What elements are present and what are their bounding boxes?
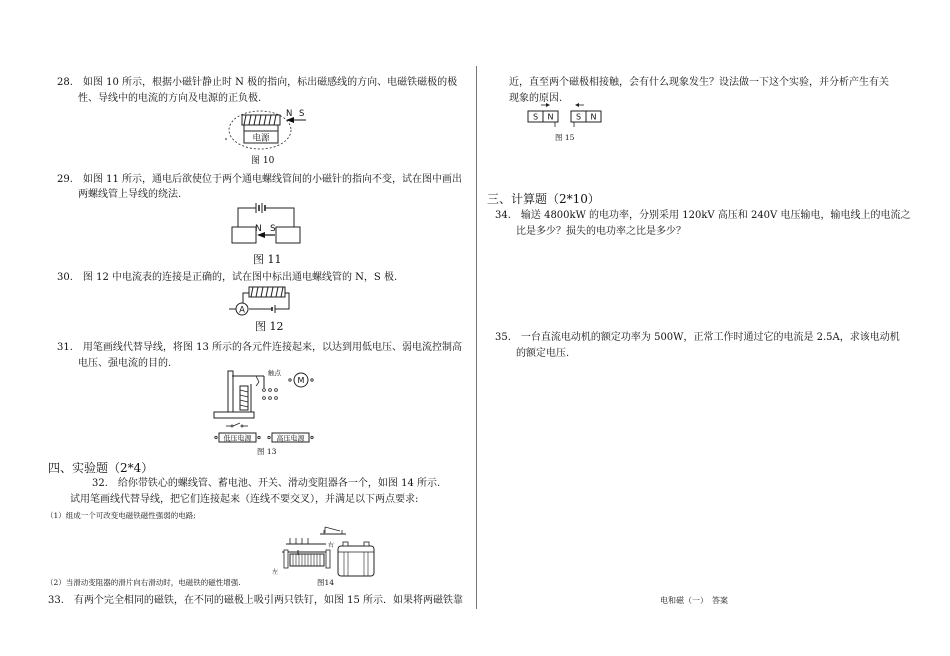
q32-line1: 32. 给你带铁心的螺线管、蓄电池、开关、滑动变阻器各一个，如图 14 所示. [92,478,441,489]
fig15-caption: 图 15 [555,133,575,142]
q30-line1: 30. 图 12 中电流表的连接是正确的，试在图中标出通电螺线管的 N，S 极. [57,272,398,283]
fig15-left-n-label: N [547,112,554,122]
column-divider [476,66,477,609]
q28-line1: 28. 如图 10 所示，根据小磁针静止时 N 极的指向，标出磁感线的方向、电磁铁磁极的极 [57,77,458,88]
fig13-high-voltage-label: 高压电源 [276,434,305,443]
fig13-caption: 图 13 [257,447,277,456]
q29-line1: 29. 如图 11 所示，通电后欲使位于两个通电螺线管间的小磁针的指向不变，试在图中画出 [57,174,462,185]
figure-15 [525,102,605,128]
fig10-caption: 图 10 [251,156,275,166]
fig11-s-label: S [270,224,276,234]
fig12-caption: 图 12 [255,320,284,333]
section-4-title: 四、实验题（2*4） [48,461,154,475]
figure-11 [230,200,302,250]
fig10-power-label: 电源 [252,133,270,144]
fig10-s-label: S [299,109,305,119]
q32-requirement-2: （2）当滑动变阻器的滑片向右滑动时，电磁铁的磁性增强. [46,578,241,587]
figure-13 [212,368,322,448]
figure-10 [222,108,314,158]
q32-line2: 试用笔画线代替导线，把它们连接起来（连线不要交叉），并满足以下两点要求: [70,494,419,505]
q29-line2: 两螺线管上导线的绕法. [78,189,182,200]
fig14-left-label: 左 [272,569,279,576]
fig11-caption: 图 11 [253,253,282,266]
figure-14 [268,524,378,584]
q32-requirement-1: （1）组成一个可改变电磁铁磁性强弱的电路; [46,511,196,520]
q35-line1: 35. 一台直流电动机的额定功率为 500W，正常工作时通过它的电流是 2.5A，求该电动机 [495,332,900,343]
fig15-left-s-label: S [532,112,539,122]
fig14-caption: 图14 [317,578,335,587]
fig14-right-label: 右 [328,542,335,549]
q33-line1: 33. 有两个完全相同的磁铁，在不同的磁极上吸引两只铁钉，如图 15 所示．如果将两磁铁靠 [48,595,463,606]
fig10-n-label: N [286,109,293,119]
q33-line2: 近，直至两个磁极相接触，会有什么现象发生？设法做一下这个实验，并分析产生有关 [509,77,889,88]
fig15-right-n-label: N [590,112,597,122]
fig12-ammeter-label: A [239,305,245,316]
q34-line2: 比是多少？损失的电功率之比是多少？ [516,226,686,237]
q35-line2: 的额定电压. [516,348,570,359]
fig11-n-label: N [255,224,262,234]
fig13-low-voltage-label: 低压电源 [223,434,252,443]
q33-line3: 现象的原因. [509,93,563,104]
fig13-motor-label: M [297,376,305,385]
section-3-title: 三、计算题（2*10） [487,192,600,206]
fig13-contact-label: 触点 [268,369,281,377]
figure-12 [225,284,295,320]
fig15-right-s-label: S [575,112,582,122]
q28-line2: 性、导线中的电流的方向及电源的正负极. [78,93,262,104]
q31-line2: 电压、强电流的目的. [78,358,172,369]
q34-line1: 34. 输送 4800kW 的电功率，分别采用 120kV 高压和 240V 电压输电，输电线上的电流之 [495,210,911,221]
q31-line1: 31. 用笔画线代替导线，将图 13 所示的各元件连接起来，以达到用低电压、弱电流控制高 [57,342,462,353]
page-footer: 电和磁（一） 答案 [660,596,728,605]
